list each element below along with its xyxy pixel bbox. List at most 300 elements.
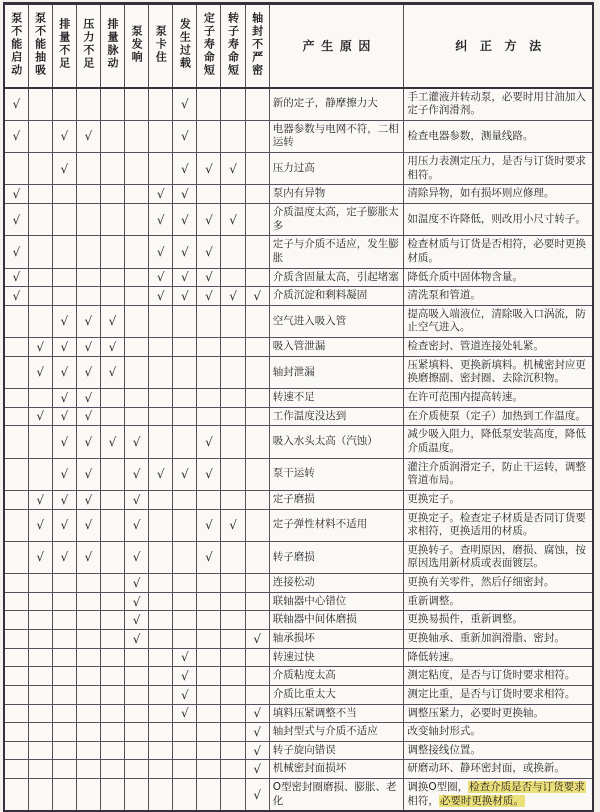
check-mark: √	[180, 467, 189, 482]
check-cell	[149, 723, 173, 742]
correction-cell: 降低介质中固体物含量。	[404, 268, 593, 287]
check-mark: √	[60, 161, 69, 176]
correction-cell: 调整压紧力，必要时更换轴。	[404, 704, 593, 723]
check-cell	[76, 203, 100, 235]
check-cell	[100, 574, 124, 593]
check-cell	[76, 704, 100, 723]
check-cell	[245, 305, 269, 337]
check-cell	[4, 760, 28, 779]
check-cell	[149, 490, 173, 509]
symptom-column-header-9: 定子寿命短	[197, 4, 221, 88]
check-cell	[221, 685, 245, 704]
check-cell	[173, 389, 197, 408]
check-cell	[149, 389, 173, 408]
check-cell	[125, 509, 149, 541]
check-mark: √	[205, 161, 213, 176]
cause-cell: 介质粘度太高	[269, 667, 404, 686]
check-cell	[245, 509, 269, 541]
check-cell	[125, 741, 149, 760]
check-cell	[4, 356, 28, 388]
check-mark: √	[84, 518, 93, 533]
check-mark: √	[12, 129, 21, 144]
check-cell	[173, 541, 197, 573]
cause-cell: 定子磨损	[269, 490, 404, 509]
check-cell	[173, 236, 197, 268]
cause-cell: 定子与介质不适应，发生膨胀	[269, 236, 404, 268]
check-cell	[197, 630, 221, 649]
check-cell	[245, 153, 269, 185]
check-cell	[100, 287, 124, 306]
check-cell	[4, 407, 28, 426]
check-cell	[4, 685, 28, 704]
correction-cell: 更换定子。	[404, 490, 593, 509]
cause-cell: 新的定子，静摩擦力大	[269, 88, 404, 121]
check-mark: √	[36, 409, 44, 424]
check-cell	[173, 611, 197, 630]
check-cell	[197, 592, 221, 611]
check-cell	[245, 268, 269, 287]
check-cell	[100, 185, 124, 204]
check-cell	[221, 153, 245, 185]
check-cell	[4, 305, 28, 337]
check-cell	[221, 426, 245, 458]
check-cell	[173, 426, 197, 458]
table-row	[4, 611, 593, 630]
check-cell	[4, 648, 28, 667]
check-cell	[100, 779, 124, 812]
check-cell	[221, 203, 245, 235]
cause-cell: 连接松动	[269, 574, 404, 593]
check-cell	[52, 268, 76, 287]
correction-cell: 测定比重，是否与订货时要求相符。	[404, 685, 593, 704]
check-cell	[4, 153, 28, 185]
check-mark: √	[84, 129, 93, 144]
check-cell	[149, 704, 173, 723]
correction-cell: 重新调整。	[404, 592, 593, 611]
check-cell	[100, 268, 124, 287]
check-cell	[52, 741, 76, 760]
correction-cell: 更换轴承、重新加润滑脂、密封。	[404, 630, 593, 649]
check-cell	[245, 541, 269, 573]
check-cell	[28, 630, 52, 649]
check-mark: √	[205, 518, 213, 533]
cause-cell: 转子磨损	[269, 541, 404, 573]
check-cell	[28, 541, 52, 573]
check-cell	[149, 426, 173, 458]
check-cell	[245, 667, 269, 686]
check-cell	[245, 120, 269, 152]
check-cell	[100, 648, 124, 667]
check-cell	[173, 120, 197, 152]
check-mark: √	[108, 434, 117, 449]
check-cell	[173, 203, 197, 235]
check-mark: √	[36, 492, 44, 507]
check-cell	[149, 574, 173, 593]
check-cell	[149, 592, 173, 611]
check-cell	[173, 356, 197, 388]
check-mark: √	[180, 187, 189, 202]
check-cell	[197, 648, 221, 667]
check-cell	[28, 760, 52, 779]
correction-cell: 灌注介质润滑定子，防止干运转，调整管道布局。	[404, 458, 593, 490]
symptom-column-header-1: 泵不能启动	[4, 4, 28, 88]
check-cell	[245, 685, 269, 704]
symptom-column-header-8: 发生过载	[173, 4, 197, 88]
check-cell	[52, 287, 76, 306]
table-row	[4, 120, 593, 152]
check-mark: √	[253, 743, 261, 758]
check-cell	[76, 287, 100, 306]
check-mark: √	[84, 339, 93, 354]
check-mark: √	[229, 212, 237, 227]
check-cell	[76, 305, 100, 337]
check-cell	[245, 648, 269, 667]
table-row	[4, 723, 593, 742]
check-cell	[4, 704, 28, 723]
table-row	[4, 779, 593, 812]
check-cell	[149, 611, 173, 630]
check-cell	[221, 185, 245, 204]
correction-cell: 更换定子。检查定子材质是否同订货要求相符，更换适用的材质。	[404, 509, 593, 541]
check-cell	[100, 236, 124, 268]
check-cell	[76, 185, 100, 204]
check-cell	[197, 574, 221, 593]
check-cell	[221, 509, 245, 541]
check-cell	[221, 490, 245, 509]
table-row	[4, 541, 593, 573]
check-cell	[173, 509, 197, 541]
check-cell	[4, 236, 28, 268]
check-cell	[245, 704, 269, 723]
check-cell	[28, 305, 52, 337]
check-cell	[100, 760, 124, 779]
check-cell	[197, 741, 221, 760]
check-cell	[245, 574, 269, 593]
check-cell	[173, 287, 197, 306]
check-cell	[4, 490, 28, 509]
check-cell	[197, 185, 221, 204]
symptom-column-header-5: 排量脉动	[100, 4, 124, 88]
symptom-column-header-7: 泵卡住	[149, 4, 173, 88]
check-mark: √	[253, 762, 261, 777]
check-cell	[125, 630, 149, 649]
check-cell	[52, 760, 76, 779]
check-cell	[4, 338, 28, 357]
table-row	[4, 88, 593, 121]
check-cell	[197, 120, 221, 152]
check-cell	[149, 338, 173, 357]
check-cell	[173, 648, 197, 667]
header-row	[4, 4, 593, 88]
check-cell	[197, 407, 221, 426]
cause-cell: 联轴器中间体磨损	[269, 611, 404, 630]
check-cell	[100, 592, 124, 611]
table-row	[4, 760, 593, 779]
check-cell	[125, 760, 149, 779]
table-row	[4, 509, 593, 541]
check-cell	[221, 704, 245, 723]
check-cell	[173, 305, 197, 337]
check-mark: √	[132, 613, 141, 628]
check-cell	[173, 268, 197, 287]
check-cell	[28, 490, 52, 509]
check-mark: √	[180, 270, 189, 285]
check-cell	[52, 426, 76, 458]
check-cell	[28, 153, 52, 185]
check-cell	[197, 287, 221, 306]
check-cell	[197, 509, 221, 541]
check-cell	[221, 356, 245, 388]
check-mark: √	[180, 669, 189, 684]
cause-cell: 联轴器中心错位	[269, 592, 404, 611]
check-cell	[149, 541, 173, 573]
check-cell	[125, 667, 149, 686]
table-row	[4, 203, 593, 235]
check-mark: √	[132, 575, 141, 590]
check-cell	[149, 648, 173, 667]
check-cell	[125, 88, 149, 121]
check-cell	[76, 268, 100, 287]
check-cell	[173, 667, 197, 686]
check-cell	[4, 268, 28, 287]
check-cell	[100, 704, 124, 723]
check-cell	[100, 667, 124, 686]
check-cell	[125, 236, 149, 268]
check-mark: √	[60, 550, 69, 565]
check-cell	[245, 389, 269, 408]
check-cell	[173, 723, 197, 742]
cause-cell: 介质含固量太高，引起堵塞	[269, 268, 404, 287]
correction-cell: 清除异物，如有损坏则应修理。	[404, 185, 593, 204]
check-cell	[245, 723, 269, 742]
correction-cell: 减少吸入阻力，降低泵安装高度，降低介质温度。	[404, 426, 593, 458]
correction-cell: 研磨动环、静环密封面，或换新。	[404, 760, 593, 779]
check-mark: √	[36, 339, 44, 354]
check-cell	[149, 185, 173, 204]
check-cell	[149, 458, 173, 490]
check-mark: √	[180, 244, 189, 259]
check-mark: √	[60, 467, 69, 482]
check-mark: √	[253, 289, 261, 303]
check-cell	[221, 667, 245, 686]
check-mark: √	[156, 467, 165, 482]
check-cell	[197, 685, 221, 704]
cause-cell: 泵干运转	[269, 458, 404, 490]
check-mark: √	[12, 289, 21, 303]
check-cell	[76, 236, 100, 268]
check-mark: √	[205, 550, 213, 565]
check-cell	[28, 574, 52, 593]
check-cell	[245, 630, 269, 649]
table-row	[4, 268, 593, 287]
check-cell	[28, 458, 52, 490]
check-cell	[52, 704, 76, 723]
table-row	[4, 592, 593, 611]
correction-cell: 在许可范围内提高转速。	[404, 389, 593, 408]
symptom-column-header-11: 轴封不严密	[245, 4, 269, 88]
check-cell	[149, 356, 173, 388]
check-cell	[76, 611, 100, 630]
check-cell	[149, 120, 173, 152]
check-mark: √	[36, 365, 44, 380]
check-cell	[149, 667, 173, 686]
check-cell	[4, 509, 28, 541]
check-mark: √	[60, 434, 69, 449]
check-cell	[100, 305, 124, 337]
check-cell	[52, 667, 76, 686]
check-cell	[197, 338, 221, 357]
table-row	[4, 356, 593, 388]
check-cell	[52, 236, 76, 268]
check-cell	[125, 490, 149, 509]
check-cell	[125, 356, 149, 388]
check-cell	[221, 592, 245, 611]
check-cell	[125, 426, 149, 458]
correction-cell: 压紧填料、更换新填料。机械密封应更换磨擦副、密封圈、去除沉积物。	[404, 356, 593, 388]
check-cell	[4, 741, 28, 760]
cause-cell: 空气进入吸入管	[269, 305, 404, 337]
check-cell	[76, 426, 100, 458]
table-row	[4, 407, 593, 426]
symptom-column-header-6: 泵发响	[125, 4, 149, 88]
check-cell	[197, 704, 221, 723]
check-cell	[125, 305, 149, 337]
check-cell	[125, 611, 149, 630]
table-row	[4, 305, 593, 337]
check-cell	[221, 760, 245, 779]
check-cell	[197, 356, 221, 388]
check-cell	[149, 305, 173, 337]
check-cell	[125, 120, 149, 152]
check-mark: √	[132, 550, 141, 565]
check-cell	[76, 88, 100, 121]
check-cell	[52, 541, 76, 573]
correction-cell: 降低转速。	[404, 648, 593, 667]
symptom-column-header-3: 排量不足	[52, 4, 76, 88]
check-cell	[221, 458, 245, 490]
check-cell	[100, 458, 124, 490]
check-mark: √	[253, 631, 261, 646]
check-cell	[28, 667, 52, 686]
check-cell	[4, 574, 28, 593]
check-cell	[28, 592, 52, 611]
check-cell	[52, 648, 76, 667]
check-cell	[149, 153, 173, 185]
correction-text: 相符，	[407, 794, 439, 807]
check-cell	[221, 268, 245, 287]
table-row	[4, 704, 593, 723]
correction-cell: 清洗泵和管道。	[404, 287, 593, 306]
check-cell	[52, 779, 76, 812]
check-cell	[28, 203, 52, 235]
check-mark: √	[108, 314, 117, 329]
table-row	[4, 458, 593, 490]
check-mark: √	[84, 492, 93, 507]
cause-cell: 介质温度太高，定子膨胀太多	[269, 203, 404, 235]
cause-cell: 吸入水头太高（汽蚀）	[269, 426, 404, 458]
check-cell	[100, 389, 124, 408]
check-cell	[52, 592, 76, 611]
check-cell	[100, 611, 124, 630]
cause-column-header: 产生原因	[269, 4, 404, 88]
check-mark: √	[253, 706, 261, 721]
highlighted-text: 检查介质是否与订货要求	[469, 781, 585, 794]
check-cell	[221, 741, 245, 760]
check-cell	[245, 338, 269, 357]
check-mark: √	[60, 518, 69, 533]
cause-cell: 轴承损坏	[269, 630, 404, 649]
check-cell	[197, 458, 221, 490]
check-cell	[28, 268, 52, 287]
table-row	[4, 490, 593, 509]
check-cell	[100, 153, 124, 185]
table-row	[4, 236, 593, 268]
check-cell	[52, 185, 76, 204]
check-cell	[4, 203, 28, 235]
check-mark: √	[180, 687, 189, 702]
check-mark: √	[84, 550, 93, 565]
check-cell	[221, 574, 245, 593]
cause-cell: 泵内有异物	[269, 185, 404, 204]
table-row	[4, 741, 593, 760]
check-cell	[52, 490, 76, 509]
cause-cell: 转速过快	[269, 648, 404, 667]
check-cell	[52, 389, 76, 408]
check-cell	[52, 305, 76, 337]
check-cell	[28, 741, 52, 760]
cause-cell: 电器参数与电网不符，二相运转	[269, 120, 404, 152]
check-cell	[76, 153, 100, 185]
cause-cell: 轴封泄漏	[269, 356, 404, 388]
check-cell	[197, 760, 221, 779]
cause-cell: 介质比重太大	[269, 685, 404, 704]
check-cell	[221, 630, 245, 649]
check-cell	[173, 760, 197, 779]
check-cell	[149, 236, 173, 268]
check-cell	[125, 407, 149, 426]
check-cell	[52, 574, 76, 593]
check-cell	[197, 779, 221, 812]
check-mark: √	[132, 631, 141, 646]
correction-cell: 检查电器参数，测量线路。	[404, 120, 593, 152]
check-mark: √	[60, 365, 69, 380]
check-cell	[125, 185, 149, 204]
check-cell	[28, 611, 52, 630]
check-cell	[125, 338, 149, 357]
check-cell	[197, 541, 221, 573]
check-cell	[76, 592, 100, 611]
check-cell	[76, 356, 100, 388]
check-cell	[197, 723, 221, 742]
check-cell	[76, 667, 100, 686]
check-cell	[4, 287, 28, 306]
check-mark: √	[60, 339, 69, 354]
check-mark: √	[12, 244, 21, 259]
check-cell	[149, 287, 173, 306]
check-cell	[221, 389, 245, 408]
correction-cell: 在介质使泵（定子）加热到工作温度。	[404, 407, 593, 426]
cause-cell: 轴封型式与介质不适应	[269, 723, 404, 742]
check-cell	[52, 356, 76, 388]
check-cell	[52, 611, 76, 630]
check-cell	[100, 203, 124, 235]
check-cell	[221, 305, 245, 337]
check-mark: √	[205, 467, 213, 482]
check-cell	[149, 407, 173, 426]
table-row	[4, 338, 593, 357]
cause-cell: 转子旋向错误	[269, 741, 404, 760]
check-cell	[173, 704, 197, 723]
